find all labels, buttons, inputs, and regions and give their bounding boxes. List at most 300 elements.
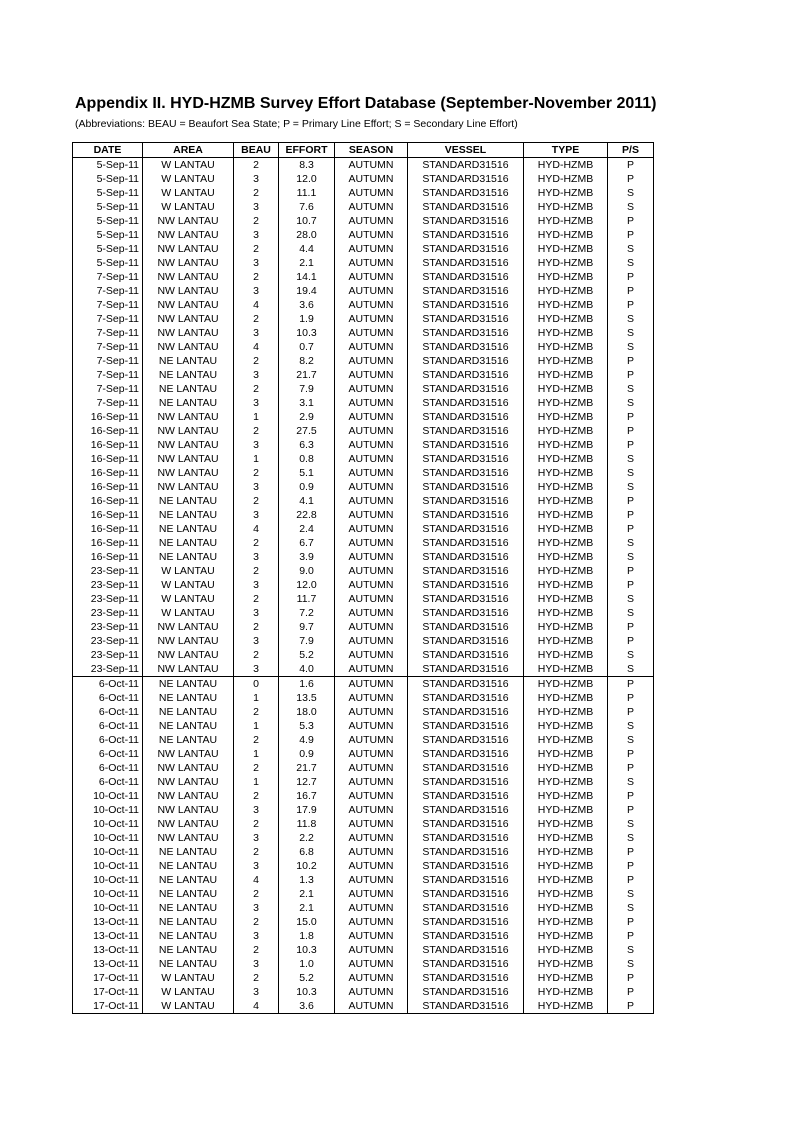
ps-cell: P — [608, 508, 654, 522]
area-cell: W LANTAU — [143, 200, 234, 214]
effort-cell: 22.8 — [279, 508, 335, 522]
date-cell: 10-Oct-11 — [73, 803, 143, 817]
beau-cell: 2 — [234, 354, 279, 368]
table-row — [73, 943, 654, 957]
type-cell: HYD-HZMB — [524, 354, 608, 368]
date-cell: 6-Oct-11 — [73, 705, 143, 719]
date-cell: 10-Oct-11 — [73, 873, 143, 887]
area-cell: W LANTAU — [143, 172, 234, 186]
effort-table — [72, 142, 654, 1014]
vessel-cell: STANDARD31516 — [408, 410, 524, 424]
area-cell: NE LANTAU — [143, 887, 234, 901]
table-row — [73, 887, 654, 901]
ps-cell: S — [608, 662, 654, 677]
effort-cell: 9.0 — [279, 564, 335, 578]
table-row — [73, 775, 654, 789]
season-cell: AUTUMN — [335, 705, 408, 719]
beau-cell: 2 — [234, 971, 279, 985]
type-cell: HYD-HZMB — [524, 761, 608, 775]
ps-cell: P — [608, 803, 654, 817]
beau-cell: 3 — [234, 662, 279, 677]
effort-cell: 21.7 — [279, 761, 335, 775]
vessel-cell: STANDARD31516 — [408, 200, 524, 214]
effort-cell: 10.3 — [279, 985, 335, 999]
beau-cell: 3 — [234, 985, 279, 999]
vessel-cell: STANDARD31516 — [408, 915, 524, 929]
effort-cell: 11.7 — [279, 592, 335, 606]
beau-cell: 3 — [234, 438, 279, 452]
vessel-cell: STANDARD31516 — [408, 312, 524, 326]
area-cell: W LANTAU — [143, 606, 234, 620]
area-cell: NW LANTAU — [143, 761, 234, 775]
season-cell: AUTUMN — [335, 648, 408, 662]
date-cell: 10-Oct-11 — [73, 817, 143, 831]
type-cell: HYD-HZMB — [524, 480, 608, 494]
effort-cell: 0.8 — [279, 452, 335, 466]
effort-cell: 11.1 — [279, 186, 335, 200]
vessel-cell: STANDARD31516 — [408, 382, 524, 396]
beau-cell: 2 — [234, 382, 279, 396]
season-cell: AUTUMN — [335, 438, 408, 452]
column-header-beau: BEAU — [234, 143, 279, 158]
date-cell: 13-Oct-11 — [73, 943, 143, 957]
ps-cell: S — [608, 186, 654, 200]
season-cell: AUTUMN — [335, 803, 408, 817]
table-row — [73, 382, 654, 396]
season-cell: AUTUMN — [335, 326, 408, 340]
area-cell: NE LANTAU — [143, 719, 234, 733]
area-cell: NW LANTAU — [143, 620, 234, 634]
type-cell: HYD-HZMB — [524, 705, 608, 719]
area-cell: NW LANTAU — [143, 817, 234, 831]
area-cell: NW LANTAU — [143, 270, 234, 284]
ps-cell: P — [608, 845, 654, 859]
vessel-cell: STANDARD31516 — [408, 298, 524, 312]
type-cell: HYD-HZMB — [524, 298, 608, 312]
ps-cell: P — [608, 368, 654, 382]
ps-cell: S — [608, 719, 654, 733]
beau-cell: 3 — [234, 480, 279, 494]
area-cell: NE LANTAU — [143, 873, 234, 887]
vessel-cell: STANDARD31516 — [408, 172, 524, 186]
season-cell: AUTUMN — [335, 256, 408, 270]
vessel-cell: STANDARD31516 — [408, 214, 524, 228]
effort-cell: 4.9 — [279, 733, 335, 747]
ps-cell: S — [608, 396, 654, 410]
type-cell: HYD-HZMB — [524, 466, 608, 480]
season-cell: AUTUMN — [335, 522, 408, 536]
table-row — [73, 733, 654, 747]
ps-cell: S — [608, 775, 654, 789]
date-cell: 5-Sep-11 — [73, 186, 143, 200]
effort-cell: 17.9 — [279, 803, 335, 817]
beau-cell: 2 — [234, 214, 279, 228]
effort-cell: 1.3 — [279, 873, 335, 887]
season-cell: AUTUMN — [335, 186, 408, 200]
table-body — [73, 158, 654, 1014]
beau-cell: 3 — [234, 803, 279, 817]
type-cell: HYD-HZMB — [524, 719, 608, 733]
table-row — [73, 761, 654, 775]
table-row — [73, 789, 654, 803]
beau-cell: 2 — [234, 817, 279, 831]
type-cell: HYD-HZMB — [524, 172, 608, 186]
vessel-cell: STANDARD31516 — [408, 719, 524, 733]
table-row — [73, 691, 654, 705]
type-cell: HYD-HZMB — [524, 775, 608, 789]
table-row — [73, 859, 654, 873]
area-cell: NW LANTAU — [143, 256, 234, 270]
date-cell: 16-Sep-11 — [73, 550, 143, 564]
date-cell: 13-Oct-11 — [73, 929, 143, 943]
beau-cell: 0 — [234, 677, 279, 692]
table-row — [73, 242, 654, 256]
ps-cell: P — [608, 298, 654, 312]
ps-cell: P — [608, 438, 654, 452]
ps-cell: S — [608, 256, 654, 270]
area-cell: NW LANTAU — [143, 284, 234, 298]
season-cell: AUTUMN — [335, 242, 408, 256]
area-cell: W LANTAU — [143, 592, 234, 606]
type-cell: HYD-HZMB — [524, 648, 608, 662]
beau-cell: 3 — [234, 200, 279, 214]
area-cell: NW LANTAU — [143, 298, 234, 312]
area-cell: W LANTAU — [143, 985, 234, 999]
vessel-cell: STANDARD31516 — [408, 803, 524, 817]
ps-cell: P — [608, 172, 654, 186]
ps-cell: S — [608, 606, 654, 620]
season-cell: AUTUMN — [335, 887, 408, 901]
effort-cell: 15.0 — [279, 915, 335, 929]
beau-cell: 1 — [234, 747, 279, 761]
type-cell: HYD-HZMB — [524, 578, 608, 592]
vessel-cell: STANDARD31516 — [408, 873, 524, 887]
type-cell: HYD-HZMB — [524, 536, 608, 550]
date-cell: 6-Oct-11 — [73, 775, 143, 789]
ps-cell: S — [608, 943, 654, 957]
ps-cell: P — [608, 424, 654, 438]
season-cell: AUTUMN — [335, 354, 408, 368]
beau-cell: 3 — [234, 368, 279, 382]
season-cell: AUTUMN — [335, 620, 408, 634]
ps-cell: P — [608, 859, 654, 873]
date-cell: 6-Oct-11 — [73, 733, 143, 747]
effort-cell: 1.6 — [279, 677, 335, 692]
beau-cell: 2 — [234, 943, 279, 957]
vessel-cell: STANDARD31516 — [408, 564, 524, 578]
vessel-cell: STANDARD31516 — [408, 508, 524, 522]
beau-cell: 3 — [234, 550, 279, 564]
effort-cell: 28.0 — [279, 228, 335, 242]
type-cell: HYD-HZMB — [524, 999, 608, 1014]
vessel-cell: STANDARD31516 — [408, 424, 524, 438]
beau-cell: 2 — [234, 270, 279, 284]
season-cell: AUTUMN — [335, 859, 408, 873]
date-cell: 23-Sep-11 — [73, 634, 143, 648]
season-cell: AUTUMN — [335, 971, 408, 985]
beau-cell: 3 — [234, 228, 279, 242]
effort-cell: 4.0 — [279, 662, 335, 677]
table-row — [73, 817, 654, 831]
table-row — [73, 719, 654, 733]
ps-cell: S — [608, 536, 654, 550]
area-cell: NE LANTAU — [143, 536, 234, 550]
table-row — [73, 438, 654, 452]
type-cell: HYD-HZMB — [524, 340, 608, 354]
ps-cell: P — [608, 873, 654, 887]
table-row — [73, 228, 654, 242]
date-cell: 16-Sep-11 — [73, 508, 143, 522]
effort-cell: 13.5 — [279, 691, 335, 705]
effort-cell: 9.7 — [279, 620, 335, 634]
beau-cell: 3 — [234, 396, 279, 410]
date-cell: 10-Oct-11 — [73, 859, 143, 873]
area-cell: NW LANTAU — [143, 803, 234, 817]
effort-cell: 0.9 — [279, 747, 335, 761]
season-cell: AUTUMN — [335, 200, 408, 214]
effort-cell: 7.9 — [279, 634, 335, 648]
vessel-cell: STANDARD31516 — [408, 775, 524, 789]
effort-cell: 3.9 — [279, 550, 335, 564]
table-row — [73, 985, 654, 999]
type-cell: HYD-HZMB — [524, 438, 608, 452]
ps-cell: S — [608, 901, 654, 915]
area-cell: NW LANTAU — [143, 747, 234, 761]
season-cell: AUTUMN — [335, 368, 408, 382]
type-cell: HYD-HZMB — [524, 242, 608, 256]
type-cell: HYD-HZMB — [524, 691, 608, 705]
date-cell: 6-Oct-11 — [73, 761, 143, 775]
vessel-cell: STANDARD31516 — [408, 901, 524, 915]
vessel-cell: STANDARD31516 — [408, 733, 524, 747]
area-cell: NE LANTAU — [143, 957, 234, 971]
area-cell: NW LANTAU — [143, 312, 234, 326]
season-cell: AUTUMN — [335, 789, 408, 803]
season-cell: AUTUMN — [335, 214, 408, 228]
vessel-cell: STANDARD31516 — [408, 606, 524, 620]
area-cell: W LANTAU — [143, 564, 234, 578]
type-cell: HYD-HZMB — [524, 396, 608, 410]
vessel-cell: STANDARD31516 — [408, 747, 524, 761]
vessel-cell: STANDARD31516 — [408, 845, 524, 859]
table-row — [73, 564, 654, 578]
area-cell: NW LANTAU — [143, 424, 234, 438]
effort-cell: 2.9 — [279, 410, 335, 424]
ps-cell: P — [608, 691, 654, 705]
season-cell: AUTUMN — [335, 578, 408, 592]
vessel-cell: STANDARD31516 — [408, 971, 524, 985]
beau-cell: 2 — [234, 887, 279, 901]
effort-cell: 7.9 — [279, 382, 335, 396]
ps-cell: P — [608, 985, 654, 999]
season-cell: AUTUMN — [335, 901, 408, 915]
type-cell: HYD-HZMB — [524, 312, 608, 326]
beau-cell: 1 — [234, 691, 279, 705]
effort-cell: 19.4 — [279, 284, 335, 298]
season-cell: AUTUMN — [335, 691, 408, 705]
date-cell: 7-Sep-11 — [73, 354, 143, 368]
ps-cell: S — [608, 326, 654, 340]
column-header-ps: P/S — [608, 143, 654, 158]
area-cell: NE LANTAU — [143, 368, 234, 382]
table-row — [73, 186, 654, 200]
area-cell: NE LANTAU — [143, 845, 234, 859]
season-cell: AUTUMN — [335, 662, 408, 677]
type-cell: HYD-HZMB — [524, 971, 608, 985]
season-cell: AUTUMN — [335, 634, 408, 648]
beau-cell: 2 — [234, 705, 279, 719]
table-row — [73, 662, 654, 677]
effort-cell: 8.2 — [279, 354, 335, 368]
date-cell: 16-Sep-11 — [73, 466, 143, 480]
season-cell: AUTUMN — [335, 719, 408, 733]
vessel-cell: STANDARD31516 — [408, 340, 524, 354]
effort-cell: 21.7 — [279, 368, 335, 382]
vessel-cell: STANDARD31516 — [408, 536, 524, 550]
date-cell: 6-Oct-11 — [73, 747, 143, 761]
effort-cell: 1.8 — [279, 929, 335, 943]
vessel-cell: STANDARD31516 — [408, 578, 524, 592]
date-cell: 10-Oct-11 — [73, 789, 143, 803]
area-cell: NW LANTAU — [143, 831, 234, 845]
effort-cell: 8.3 — [279, 158, 335, 173]
date-cell: 5-Sep-11 — [73, 158, 143, 173]
type-cell: HYD-HZMB — [524, 592, 608, 606]
effort-cell: 5.1 — [279, 466, 335, 480]
area-cell: NE LANTAU — [143, 691, 234, 705]
vessel-cell: STANDARD31516 — [408, 691, 524, 705]
season-cell: AUTUMN — [335, 410, 408, 424]
type-cell: HYD-HZMB — [524, 158, 608, 173]
beau-cell: 4 — [234, 340, 279, 354]
ps-cell: S — [608, 733, 654, 747]
vessel-cell: STANDARD31516 — [408, 396, 524, 410]
area-cell: NW LANTAU — [143, 662, 234, 677]
ps-cell: P — [608, 789, 654, 803]
ps-cell: S — [608, 200, 654, 214]
effort-cell: 4.4 — [279, 242, 335, 256]
season-cell: AUTUMN — [335, 550, 408, 564]
vessel-cell: STANDARD31516 — [408, 186, 524, 200]
vessel-cell: STANDARD31516 — [408, 648, 524, 662]
ps-cell: P — [608, 747, 654, 761]
ps-cell: S — [608, 957, 654, 971]
type-cell: HYD-HZMB — [524, 677, 608, 692]
date-cell: 10-Oct-11 — [73, 845, 143, 859]
season-cell: AUTUMN — [335, 172, 408, 186]
table-row — [73, 424, 654, 438]
table-row — [73, 999, 654, 1014]
vessel-cell: STANDARD31516 — [408, 662, 524, 677]
vessel-cell: STANDARD31516 — [408, 270, 524, 284]
vessel-cell: STANDARD31516 — [408, 438, 524, 452]
vessel-cell: STANDARD31516 — [408, 256, 524, 270]
table-row — [73, 648, 654, 662]
beau-cell: 1 — [234, 410, 279, 424]
ps-cell: S — [608, 550, 654, 564]
date-cell: 23-Sep-11 — [73, 662, 143, 677]
effort-cell: 2.1 — [279, 887, 335, 901]
ps-cell: S — [608, 312, 654, 326]
type-cell: HYD-HZMB — [524, 550, 608, 564]
table-row — [73, 606, 654, 620]
table-row — [73, 957, 654, 971]
season-cell: AUTUMN — [335, 494, 408, 508]
type-cell: HYD-HZMB — [524, 368, 608, 382]
table-row — [73, 915, 654, 929]
vessel-cell: STANDARD31516 — [408, 957, 524, 971]
type-cell: HYD-HZMB — [524, 564, 608, 578]
ps-cell: P — [608, 634, 654, 648]
area-cell: NW LANTAU — [143, 480, 234, 494]
beau-cell: 3 — [234, 929, 279, 943]
type-cell: HYD-HZMB — [524, 957, 608, 971]
beau-cell: 3 — [234, 606, 279, 620]
date-cell: 17-Oct-11 — [73, 971, 143, 985]
vessel-cell: STANDARD31516 — [408, 859, 524, 873]
type-cell: HYD-HZMB — [524, 929, 608, 943]
effort-cell: 2.1 — [279, 901, 335, 915]
vessel-cell: STANDARD31516 — [408, 522, 524, 536]
effort-cell: 5.3 — [279, 719, 335, 733]
season-cell: AUTUMN — [335, 929, 408, 943]
beau-cell: 3 — [234, 284, 279, 298]
area-cell: NW LANTAU — [143, 648, 234, 662]
date-cell: 23-Sep-11 — [73, 620, 143, 634]
effort-cell: 10.3 — [279, 943, 335, 957]
season-cell: AUTUMN — [335, 817, 408, 831]
date-cell: 7-Sep-11 — [73, 298, 143, 312]
date-cell: 23-Sep-11 — [73, 578, 143, 592]
vessel-cell: STANDARD31516 — [408, 494, 524, 508]
date-cell: 7-Sep-11 — [73, 326, 143, 340]
type-cell: HYD-HZMB — [524, 662, 608, 677]
date-cell: 16-Sep-11 — [73, 522, 143, 536]
table-row — [73, 803, 654, 817]
effort-cell: 2.4 — [279, 522, 335, 536]
type-cell: HYD-HZMB — [524, 845, 608, 859]
date-cell: 10-Oct-11 — [73, 901, 143, 915]
date-cell: 16-Sep-11 — [73, 480, 143, 494]
type-cell: HYD-HZMB — [524, 789, 608, 803]
area-cell: NE LANTAU — [143, 494, 234, 508]
area-cell: NW LANTAU — [143, 452, 234, 466]
date-cell: 6-Oct-11 — [73, 719, 143, 733]
ps-cell: S — [608, 592, 654, 606]
table-row — [73, 634, 654, 648]
ps-cell: P — [608, 677, 654, 692]
effort-cell: 5.2 — [279, 971, 335, 985]
area-cell: NE LANTAU — [143, 705, 234, 719]
effort-cell: 2.1 — [279, 256, 335, 270]
ps-cell: S — [608, 466, 654, 480]
type-cell: HYD-HZMB — [524, 424, 608, 438]
ps-cell: P — [608, 522, 654, 536]
date-cell: 5-Sep-11 — [73, 228, 143, 242]
season-cell: AUTUMN — [335, 999, 408, 1014]
beau-cell: 4 — [234, 298, 279, 312]
season-cell: AUTUMN — [335, 536, 408, 550]
season-cell: AUTUMN — [335, 270, 408, 284]
season-cell: AUTUMN — [335, 466, 408, 480]
ps-cell: P — [608, 578, 654, 592]
table-row — [73, 929, 654, 943]
effort-cell: 7.2 — [279, 606, 335, 620]
area-cell: NE LANTAU — [143, 522, 234, 536]
area-cell: NW LANTAU — [143, 789, 234, 803]
effort-cell: 0.7 — [279, 340, 335, 354]
table-row — [73, 368, 654, 382]
